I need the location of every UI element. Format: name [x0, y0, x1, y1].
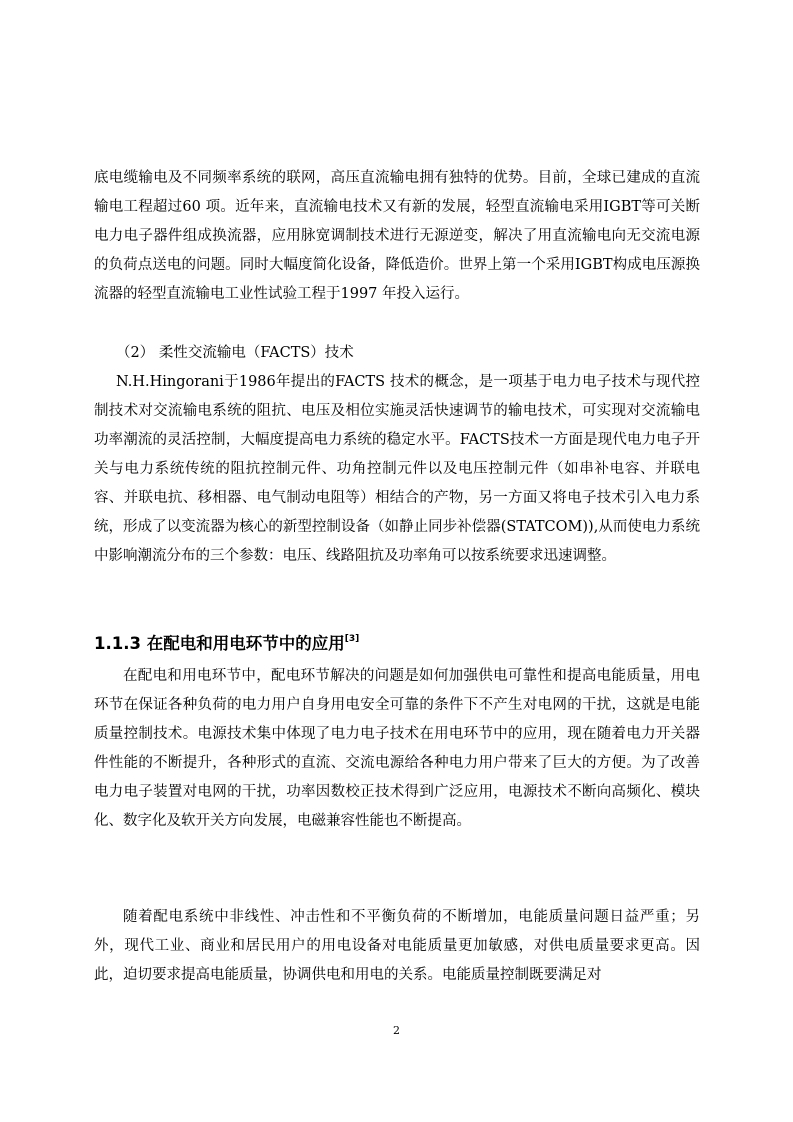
section-heading	[94, 624, 700, 659]
page-number: 2	[393, 1024, 400, 1037]
paragraph-distribution: 在配电和用电环节中，配电环节解决的问题是如何加强供电可靠性和提高电能质量，用电环节在保证各种负荷的电力用户自身用电安全可靠的条件下不产生对电网的干扰，这就是电能质量控制技术。电源技术集中体现了电力电子技术在用电环节中的应用，现在随着电力开关器件性能的不断提升，各种形式的直流、交流电源给各种电力用户带来了巨大的方便。为了改善电力电子装置对电网的干扰，功率因数校正技术得到广泛应用，电源技术不断向高频化、模块化、数字化及软开关方向发展，电磁兼容性能也不断提高。	[94, 668, 700, 829]
paragraph-hvdc-continued: 底电缆输电及不同频率系统的联网，高压直流输电拥有独特的优势。目前，全球已建成的直流输电工程超过60 项。近年来，直流输电技术又有新的发展，轻型直流输电采用IGBT等可关断电力电子器件组成换流器，应用脉宽调制技术进行无源逆变，解决了用直流输电向无交流电源的负荷点送电的问题。同时大幅度简化设备，降低造价。世界上第一个采用IGBT构成电压源换流器的轻型直流输电工业性试验工程于1997 年投入运行。	[94, 170, 700, 302]
section-heading-title: 1.1.3 在配电和用电环节中的应用	[94, 634, 345, 653]
paragraph-facts: N.H.Hingorani于1986年提出的FACTS 技术的概念，是一项基于电力电子技术与现代控制技术对交流输电系统的阻抗、电压及相位实施灵活快速调节的输电技术，可实现对交流输电功率潮流的灵活控制，大幅度提高电力系统的稳定水平。FACTS技术一方面是现代电力电子开关与电力系统传统的阻抗控制元件、功角控制元件以及电压控制元件（如串补电容、并联电容、并联电抗、移相器、电气制动电阻等）相结合的产物，另一方面又将电子技术引入电力系统，形成了以变流器为核心的新型控制设备（如静止同步补偿器(STATCOM)),从而使电力系统中影响潮流分布的三个参数：电压、线路阻抗及功率角可以按系统要求迅速调整。	[94, 374, 700, 564]
paragraph-power-quality: 随着配电系统中非线性、冲击性和不平衡负荷的不断增加，电能质量问题日益严重；另外，现代工业、商业和居民用户的用电设备对电能质量更加敏感，对供电质量要求更高。因此，迫切要求提高电能质量，协调供电和用电的关系。电能质量控制既要满足对	[94, 909, 700, 983]
subsection-title-facts: （2） 柔性交流输电（FACTS）技术	[116, 345, 354, 361]
citation-marker: [3]	[344, 634, 360, 644]
